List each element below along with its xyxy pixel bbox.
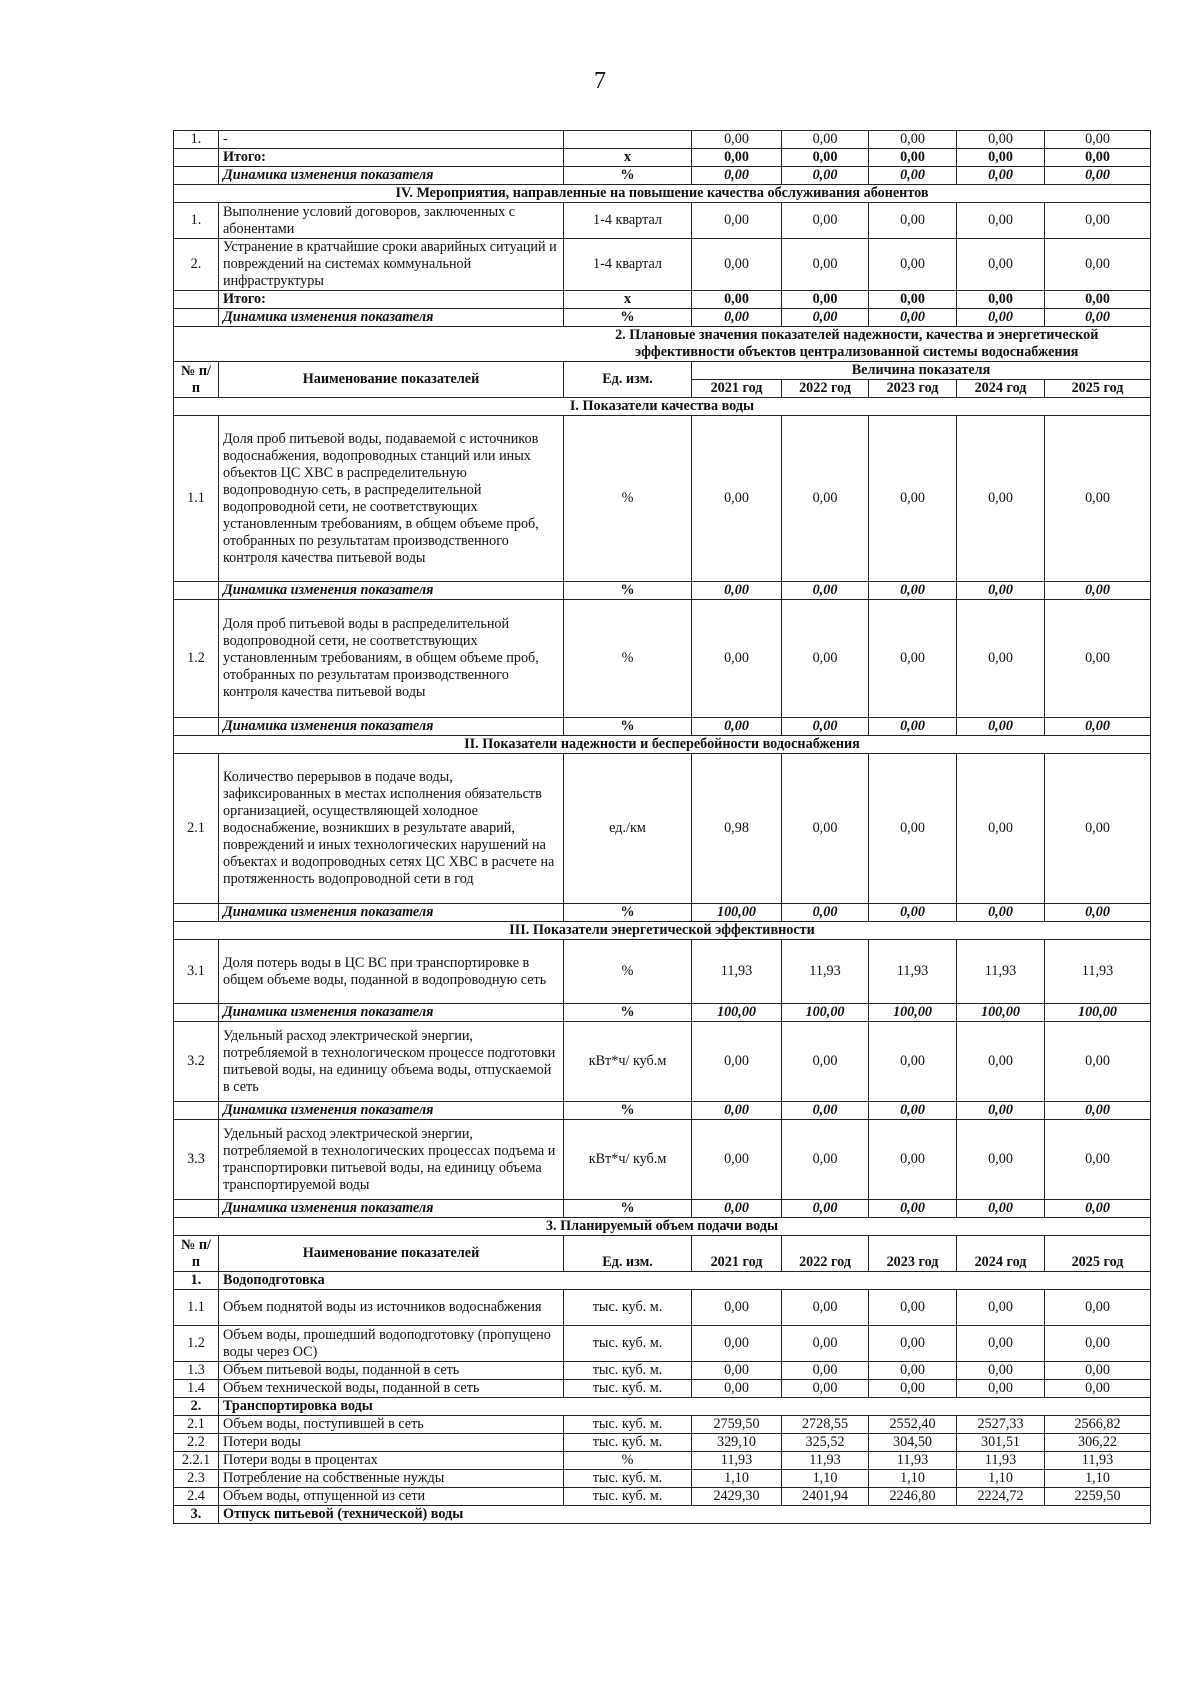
value-2025: 0,00 (1045, 1200, 1151, 1218)
value-2024: 11,93 (957, 940, 1045, 1004)
group-row (174, 1506, 1151, 1524)
value-2021: 0,00 (692, 149, 782, 167)
value-2021: 100,00 (692, 904, 782, 922)
value-2021: 0,00 (692, 239, 782, 291)
table-row (174, 1452, 1151, 1470)
header2-year-2023: 2023 год (869, 1236, 957, 1272)
row-unit: % (564, 1200, 692, 1218)
table-row (174, 1326, 1151, 1362)
row-unit: 1-4 квартал (564, 239, 692, 291)
value-2023: 0,00 (869, 1290, 957, 1326)
row-number: 1.2 (174, 600, 219, 718)
value-2022: 0,00 (782, 1102, 869, 1120)
group-name: Транспортировка воды (219, 1398, 1151, 1416)
value-2021: 0,98 (692, 754, 782, 904)
section-row (174, 736, 1151, 754)
value-2023: 0,00 (869, 1326, 957, 1362)
value-2023: 0,00 (869, 239, 957, 291)
row-unit: % (564, 940, 692, 1004)
value-2021: 0,00 (692, 1362, 782, 1380)
row-number: 2.2 (174, 1434, 219, 1452)
row-number: 2. (174, 239, 219, 291)
row-name: Динамика изменения показателя (219, 1102, 564, 1120)
value-2022: 11,93 (782, 1452, 869, 1470)
table-row (174, 1434, 1151, 1452)
value-2024: 0,00 (957, 904, 1045, 922)
row-name: Динамика изменения показателя (219, 904, 564, 922)
header2-unit: Ед. изм. (564, 1236, 692, 1272)
row-unit: % (564, 718, 692, 736)
value-2022: 100,00 (782, 1004, 869, 1022)
row-number: 1. (174, 131, 219, 149)
value-2024: 0,00 (957, 582, 1045, 600)
value-2022: 2401,94 (782, 1488, 869, 1506)
value-2022: 0,00 (782, 309, 869, 327)
row-unit: % (564, 416, 692, 582)
row-unit: тыс. куб. м. (564, 1470, 692, 1488)
value-2021: 0,00 (692, 291, 782, 309)
value-2023: 0,00 (869, 416, 957, 582)
value-2021: 0,00 (692, 1326, 782, 1362)
row-name: Потребление на собственные нужды (219, 1470, 564, 1488)
section-2-title-row (174, 327, 1151, 362)
value-2021: 0,00 (692, 416, 782, 582)
row-name: Удельный расход электрической энергии, потребляемой в технологическом процессе подготовки питьевой воды, на единицу объема воды, отпускаемой в сеть (219, 1022, 564, 1102)
row-number (174, 291, 219, 309)
row-number (174, 167, 219, 185)
row-unit: % (564, 1004, 692, 1022)
value-2022: 0,00 (782, 1380, 869, 1398)
value-2024: 0,00 (957, 1362, 1045, 1380)
row-name: Итого: (219, 291, 564, 309)
value-2021: 0,00 (692, 309, 782, 327)
value-2023: 0,00 (869, 291, 957, 309)
value-2022: 325,52 (782, 1434, 869, 1452)
row-unit: ед./км (564, 754, 692, 904)
section-row (174, 922, 1151, 940)
value-2022: 0,00 (782, 1022, 869, 1102)
group-name: Водоподготовка (219, 1272, 1151, 1290)
row-name: Устранение в кратчайшие сроки аварийных ситуаций и повреждений на системах коммунальной инфраструктуры (219, 239, 564, 291)
row-number: 2.3 (174, 1470, 219, 1488)
row-number (174, 1102, 219, 1120)
row-name: Объем воды, отпущенной из сети (219, 1488, 564, 1506)
value-2021: 0,00 (692, 600, 782, 718)
header-row-2 (174, 1236, 1151, 1272)
header-num: № п/п (174, 362, 219, 398)
value-2025: 11,93 (1045, 940, 1151, 1004)
row-unit: тыс. куб. м. (564, 1488, 692, 1506)
row-name: Динамика изменения показателя (219, 718, 564, 736)
row-unit: x (564, 291, 692, 309)
header-unit: Ед. изм. (564, 362, 692, 398)
bottom-rows (174, 1272, 1151, 1524)
value-2023: 0,00 (869, 1200, 957, 1218)
row-name: Объем питьевой воды, поданной в сеть (219, 1362, 564, 1380)
value-2024: 2527,33 (957, 1416, 1045, 1434)
value-2024: 0,00 (957, 309, 1045, 327)
row-number (174, 904, 219, 922)
header2-year-2025: 2025 год (1045, 1236, 1151, 1272)
dynamics-row (174, 1200, 1151, 1218)
value-2024: 0,00 (957, 600, 1045, 718)
value-2022: 2728,55 (782, 1416, 869, 1434)
value-2021: 0,00 (692, 1102, 782, 1120)
row-number: 2. (174, 1398, 219, 1416)
value-2023: 0,00 (869, 904, 957, 922)
value-2024: 0,00 (957, 1120, 1045, 1200)
value-2022: 0,00 (782, 167, 869, 185)
indicators-table (173, 130, 1151, 1524)
row-number: 1.4 (174, 1380, 219, 1398)
value-2021: 0,00 (692, 131, 782, 149)
table-row (174, 1362, 1151, 1380)
row-number: 2.2.1 (174, 1452, 219, 1470)
value-2022: 0,00 (782, 904, 869, 922)
value-2023: 304,50 (869, 1434, 957, 1452)
header2-year-2024: 2024 год (957, 1236, 1045, 1272)
table-row (174, 1488, 1151, 1506)
value-2023: 0,00 (869, 754, 957, 904)
value-2023: 0,00 (869, 167, 957, 185)
row-unit: % (564, 582, 692, 600)
value-2024: 0,00 (957, 239, 1045, 291)
row-name: Динамика изменения показателя (219, 1200, 564, 1218)
row-unit (564, 131, 692, 149)
value-2023: 0,00 (869, 309, 957, 327)
value-2021: 0,00 (692, 1022, 782, 1102)
header-year-2023: 2023 год (869, 380, 957, 398)
row-unit: % (564, 1102, 692, 1120)
page-number: 7 (594, 68, 606, 94)
row-number: 1.1 (174, 416, 219, 582)
section-row (174, 398, 1151, 416)
value-2023: 0,00 (869, 131, 957, 149)
value-2021: 0,00 (692, 203, 782, 239)
header-year-2024: 2024 год (957, 380, 1045, 398)
value-2025: 0,00 (1045, 1102, 1151, 1120)
section-title: I. Показатели качества воды (174, 398, 1151, 416)
row-unit: кВт*ч/ куб.м (564, 1120, 692, 1200)
value-2024: 301,51 (957, 1434, 1045, 1452)
value-2025: 1,10 (1045, 1470, 1151, 1488)
table-row (174, 1022, 1151, 1102)
total-row (174, 291, 1151, 309)
value-2024: 0,00 (957, 167, 1045, 185)
section-title: IV. Мероприятия, направленные на повышение качества обслуживания абонентов (174, 185, 1151, 203)
value-2022: 0,00 (782, 149, 869, 167)
row-number: 2.1 (174, 1416, 219, 1434)
value-2024: 0,00 (957, 131, 1045, 149)
header2-num: № п/п (174, 1236, 219, 1272)
row-name: Объем воды, поступившей в сеть (219, 1416, 564, 1434)
value-2022: 0,00 (782, 131, 869, 149)
row-number (174, 1004, 219, 1022)
value-2023: 0,00 (869, 149, 957, 167)
row-name: Объем технической воды, поданной в сеть (219, 1380, 564, 1398)
row-name: Потери воды (219, 1434, 564, 1452)
value-2025: 0,00 (1045, 600, 1151, 718)
value-2023: 0,00 (869, 600, 957, 718)
value-2021: 0,00 (692, 1120, 782, 1200)
row-unit: тыс. куб. м. (564, 1290, 692, 1326)
row-unit: % (564, 309, 692, 327)
value-2025: 100,00 (1045, 1004, 1151, 1022)
row-name: Удельный расход электрической энергии, потребляемой в технологических процессах подъема и транспортировки питьевой воды, на единицу объема транспортируемой воды (219, 1120, 564, 1200)
row-number: 3.3 (174, 1120, 219, 1200)
table-row (174, 239, 1151, 291)
value-2025: 0,00 (1045, 131, 1151, 149)
value-2023: 0,00 (869, 1380, 957, 1398)
group-row (174, 1398, 1151, 1416)
value-2024: 1,10 (957, 1470, 1045, 1488)
row-number: 3.2 (174, 1022, 219, 1102)
value-2025: 0,00 (1045, 1022, 1151, 1102)
value-2024: 0,00 (957, 1290, 1045, 1326)
value-2025: 0,00 (1045, 1290, 1151, 1326)
row-name: Потери воды в процентах (219, 1452, 564, 1470)
section-title: II. Показатели надежности и бесперебойности водоснабжения (174, 736, 1151, 754)
header-row-1 (174, 362, 1151, 380)
value-2024: 0,00 (957, 1102, 1045, 1120)
value-2024: 2224,72 (957, 1488, 1045, 1506)
table-row (174, 940, 1151, 1004)
row-name: Объем воды, прошедший водоподготовку (пропущено воды через ОС) (219, 1326, 564, 1362)
value-2022: 0,00 (782, 239, 869, 291)
row-unit: % (564, 904, 692, 922)
row-name: Динамика изменения показателя (219, 582, 564, 600)
value-2025: 0,00 (1045, 416, 1151, 582)
row-name: Доля проб питьевой воды, подаваемой с источников водоснабжения, водопроводных станций или иных объектов ЦС ХВС в распределительную водопроводную сеть, в распределительной водопроводной сети, не соответствующих установленным требованиям, в общем объеме проб, отобранных по результатам производственного контроля качества питьевой воды (219, 416, 564, 582)
row-number: 1.1 (174, 1290, 219, 1326)
row-number: 1.2 (174, 1326, 219, 1362)
value-2025: 0,00 (1045, 1326, 1151, 1362)
value-2025: 2259,50 (1045, 1488, 1151, 1506)
value-2023: 0,00 (869, 1022, 957, 1102)
row-name: Динамика изменения показателя (219, 309, 564, 327)
value-2023: 0,00 (869, 1120, 957, 1200)
value-2025: 0,00 (1045, 1362, 1151, 1380)
row-number: 3.1 (174, 940, 219, 1004)
top-rows (174, 131, 1151, 327)
table-row (174, 1120, 1151, 1200)
table-row (174, 1290, 1151, 1326)
value-2024: 0,00 (957, 149, 1045, 167)
section-2 (174, 327, 1151, 398)
value-2021: 0,00 (692, 582, 782, 600)
table-row (174, 131, 1151, 149)
row-name: Динамика изменения показателя (219, 1004, 564, 1022)
value-2023: 1,10 (869, 1470, 957, 1488)
value-2021: 0,00 (692, 167, 782, 185)
section-3-title: 3. Планируемый объем подачи воды (174, 1218, 1151, 1236)
section-row (174, 185, 1151, 203)
value-2022: 0,00 (782, 718, 869, 736)
section-3-title-row (174, 1218, 1151, 1236)
row-unit: x (564, 149, 692, 167)
value-2024: 0,00 (957, 1380, 1045, 1398)
value-2021: 2429,30 (692, 1488, 782, 1506)
value-2024: 100,00 (957, 1004, 1045, 1022)
value-2021: 1,10 (692, 1470, 782, 1488)
value-2025: 0,00 (1045, 1380, 1151, 1398)
header2-year-2021: 2021 год (692, 1236, 782, 1272)
row-name: - (219, 131, 564, 149)
row-number: 2.1 (174, 754, 219, 904)
row-unit: тыс. куб. м. (564, 1326, 692, 1362)
value-2022: 0,00 (782, 1362, 869, 1380)
row-number: 2.4 (174, 1488, 219, 1506)
value-2021: 100,00 (692, 1004, 782, 1022)
header-year-2025: 2025 год (1045, 380, 1151, 398)
row-name: Итого: (219, 149, 564, 167)
row-name: Доля проб питьевой воды в распределительной водопроводной сети, не соответствующих установленным требованиям, в общем объеме проб, отобранных по результатам производственного контроля качества питьевой воды (219, 600, 564, 718)
value-2025: 0,00 (1045, 582, 1151, 600)
value-2025: 11,93 (1045, 1452, 1151, 1470)
value-2023: 11,93 (869, 1452, 957, 1470)
value-2022: 11,93 (782, 940, 869, 1004)
value-2024: 0,00 (957, 416, 1045, 582)
row-number: 3. (174, 1506, 219, 1524)
header-year-2021: 2021 год (692, 380, 782, 398)
value-2024: 11,93 (957, 1452, 1045, 1470)
value-2025: 0,00 (1045, 291, 1151, 309)
value-2023: 11,93 (869, 940, 957, 1004)
value-2023: 0,00 (869, 1362, 957, 1380)
value-2021: 2759,50 (692, 1416, 782, 1434)
group-row (174, 1272, 1151, 1290)
row-unit: тыс. куб. м. (564, 1434, 692, 1452)
value-2021: 0,00 (692, 1200, 782, 1218)
dynamics-row (174, 904, 1151, 922)
group-name: Отпуск питьевой (технической) воды (219, 1506, 1151, 1524)
value-2023: 0,00 (869, 203, 957, 239)
row-unit: 1-4 квартал (564, 203, 692, 239)
header-value-group: Величина показателя (692, 362, 1151, 380)
value-2023: 2552,40 (869, 1416, 957, 1434)
value-2023: 100,00 (869, 1004, 957, 1022)
value-2022: 1,10 (782, 1470, 869, 1488)
row-unit: % (564, 600, 692, 718)
row-number (174, 718, 219, 736)
value-2024: 0,00 (957, 1022, 1045, 1102)
row-number (174, 309, 219, 327)
mid-rows (174, 398, 1151, 1218)
value-2022: 0,00 (782, 1290, 869, 1326)
dynamics-row (174, 718, 1151, 736)
table-row (174, 754, 1151, 904)
table-row (174, 203, 1151, 239)
section-2-title: 2. Плановые значения показателей надежности, качества и энергетической эффективности объектов централизованной системы водоснабжения (564, 327, 1151, 362)
value-2025: 0,00 (1045, 239, 1151, 291)
value-2025: 306,22 (1045, 1434, 1151, 1452)
value-2021: 329,10 (692, 1434, 782, 1452)
value-2021: 11,93 (692, 1452, 782, 1470)
row-name: Выполнение условий договоров, заключенных с абонентами (219, 203, 564, 239)
value-2024: 0,00 (957, 203, 1045, 239)
section-title: III. Показатели энергетической эффективности (174, 922, 1151, 940)
value-2024: 0,00 (957, 754, 1045, 904)
dynamics-row (174, 167, 1151, 185)
value-2024: 0,00 (957, 1326, 1045, 1362)
row-number: 1. (174, 203, 219, 239)
value-2023: 0,00 (869, 718, 957, 736)
table-row (174, 600, 1151, 718)
value-2022: 0,00 (782, 600, 869, 718)
table-row (174, 1380, 1151, 1398)
row-name: Объем поднятой воды из источников водоснабжения (219, 1290, 564, 1326)
row-name: Динамика изменения показателя (219, 167, 564, 185)
value-2025: 0,00 (1045, 203, 1151, 239)
row-number (174, 1200, 219, 1218)
value-2022: 0,00 (782, 416, 869, 582)
value-2022: 0,00 (782, 1326, 869, 1362)
header2-name: Наименование показателей (219, 1236, 564, 1272)
value-2023: 2246,80 (869, 1488, 957, 1506)
value-2024: 0,00 (957, 718, 1045, 736)
row-name: Доля потерь воды в ЦС ВС при транспортировке в общем объеме воды, поданной в водопроводную сеть (219, 940, 564, 1004)
header-year-2022: 2022 год (782, 380, 869, 398)
row-unit: тыс. куб. м. (564, 1362, 692, 1380)
row-unit: % (564, 167, 692, 185)
value-2025: 2566,82 (1045, 1416, 1151, 1434)
header2-year-2022: 2022 год (782, 1236, 869, 1272)
dynamics-row (174, 1102, 1151, 1120)
value-2022: 0,00 (782, 754, 869, 904)
value-2022: 0,00 (782, 1120, 869, 1200)
value-2025: 0,00 (1045, 904, 1151, 922)
row-number (174, 149, 219, 167)
value-2022: 0,00 (782, 582, 869, 600)
value-2021: 0,00 (692, 1380, 782, 1398)
value-2024: 0,00 (957, 1200, 1045, 1218)
row-unit: % (564, 1452, 692, 1470)
dynamics-row (174, 582, 1151, 600)
dynamics-row (174, 309, 1151, 327)
table-row (174, 1470, 1151, 1488)
value-2023: 0,00 (869, 1102, 957, 1120)
value-2025: 0,00 (1045, 754, 1151, 904)
value-2025: 0,00 (1045, 167, 1151, 185)
row-number (174, 582, 219, 600)
row-name: Количество перерывов в подаче воды, зафиксированных в местах исполнения обязательств организацией, осуществляющей холодное водоснабжение, возникших в результате аварий, повреждений и иных технологических нарушений на объектах и водопроводных сетях ЦС ХВС в расчете на протяженность водопроводной сети в год (219, 754, 564, 904)
row-unit: кВт*ч/ куб.м (564, 1022, 692, 1102)
value-2022: 0,00 (782, 203, 869, 239)
value-2021: 0,00 (692, 1290, 782, 1326)
value-2022: 0,00 (782, 1200, 869, 1218)
section-3 (174, 1218, 1151, 1272)
table-row (174, 416, 1151, 582)
value-2023: 0,00 (869, 582, 957, 600)
value-2025: 0,00 (1045, 309, 1151, 327)
table-row (174, 1416, 1151, 1434)
value-2022: 0,00 (782, 291, 869, 309)
value-2021: 0,00 (692, 718, 782, 736)
row-unit: тыс. куб. м. (564, 1416, 692, 1434)
value-2025: 0,00 (1045, 1120, 1151, 1200)
value-2025: 0,00 (1045, 149, 1151, 167)
header-name: Наименование показателей (219, 362, 564, 398)
row-unit: тыс. куб. м. (564, 1380, 692, 1398)
total-row (174, 149, 1151, 167)
value-2021: 11,93 (692, 940, 782, 1004)
row-number: 1. (174, 1272, 219, 1290)
row-number: 1.3 (174, 1362, 219, 1380)
dynamics-row (174, 1004, 1151, 1022)
value-2024: 0,00 (957, 291, 1045, 309)
value-2025: 0,00 (1045, 718, 1151, 736)
